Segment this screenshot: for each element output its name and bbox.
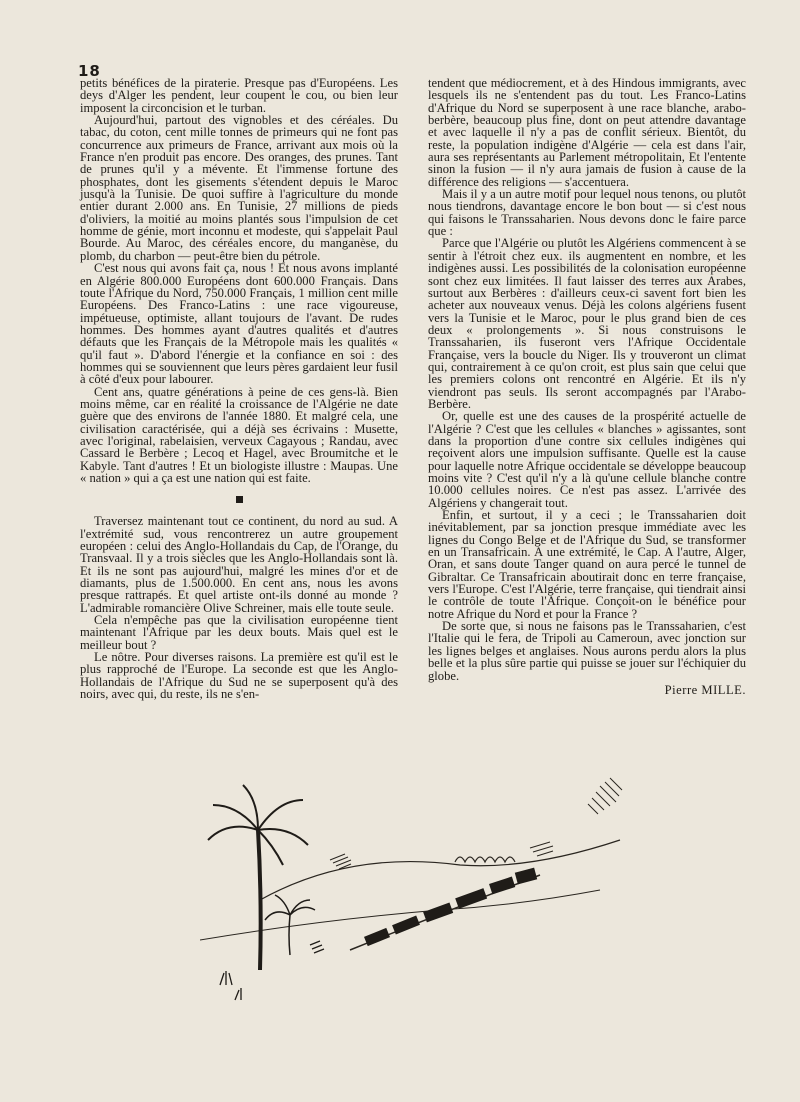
paragraph: Aujourd'hui, partout des vignobles et des céréales. Du tabac, du coton, cent mille tonnes de primeurs qui ne font pas concurrence aux primeurs de France, arrivant aux mois où la France n'en produit pas encore. Des oranges, des prunes. Tant de prunes qu'il y a mévente. Et l'immense fortune des phosphates, dont les gisements s'étendent depuis le Maroc jusqu'à la Tunisie. De quoi suffire à l'agriculture du monde entier durant 2.000 ans. En Tunisie, 27 millions de pieds d'oliviers, la moitié au moins plantés sous l'impulsion de cet homme de génie, mort inconnu et modeste, qui s'appelait Paul Bourde. Au Maroc, des céréales encore, du manganèse, du plomb, du charbon — peut-être bien du pétrole. — [80, 113, 398, 263]
small-palm — [265, 895, 315, 955]
train-smoke — [455, 857, 515, 862]
author-signature: Pierre MILLE. — [664, 682, 746, 697]
desert-train-illustration — [200, 770, 640, 1010]
page-number: 18 — [78, 62, 101, 80]
paragraph: Le nôtre. Pour diverses raisons. La première est qu'il est le plus rapproché de l'Europe. La seconde est que les Anglo-Hollandais de l'Afrique du Sud ne se superposent qu'à des noirs, avec qui, du reste, ils ne s'en- — [80, 650, 398, 702]
paragraph: De sorte que, si nous ne faisons pas le Transsaharien, c'est l'Italie qui le fera, de Tripoli au Cameroun, avec jonction sur les lignes belges et anglaises. Nous aurons perdu alors la plus belle et la plus sûre partie qui puisse se jouer sur l'échiquier du globe. — [428, 619, 746, 683]
paragraph: Cent ans, quatre générations à peine de ces gens-là. Bien moins même, car en réalité la croissance de l'Algérie ne date guère que des environs de l'année 1880. Et malgré cela, une civilisation caractérisée, qui a déjà ses écrivains : Musette, avec l'original, rabelaisien, verveux Cagayous ; Randau, avec Cassard le Berbère ; Lecoq et Hagel, avec Broumitche et le Kabyle. Tant d'autres ! Et un biologiste illustre : Maupas. Une « nation » qui a ça est une nation qui est faite. — [80, 384, 398, 485]
paragraph: tendent que médiocrement, et à des Hindous immigrants, avec lesquels ils ne s'entendent pas du tout. Les Franco-Latins d'Afrique du Nord se superposent à une race blanche, arabo-berbère, beaucoup plus fine, dont on peut attendre davantage et avec laquelle il n'y a pas de conflit sérieux. Bientôt, du reste, la population indigène d'Algérie — cela est dans l'air, aura ses représentants au Parlement métropolitain, Et l'entente sinon la fusion — il n'y aura jamais de fusion à cause de la différence des religions — s'accentuera. — [428, 76, 746, 189]
paragraph: Enfin, et surtout, il y a ceci ; le Transsaharien doit inévitablement, par sa jonction presque immédiate avec les lignes du Congo Belge et de l'Afrique du Sud, se transformer en un Transafricain. A une extrémité, le Cap. A l'autre, Alger, Oran, et sans doute Tanger quand on aura percé le tunnel de Gibraltar. Ce Transafricain aboutirait donc en terre française, vers l'Europe. C'est l'Algérie, terre française, qui tiendrait ainsi le contrôle de toute l'Afrique. Conçoit-on le bénéfice pour notre Afrique du Nord et pour la France ? — [428, 508, 746, 621]
grass-tuft — [220, 941, 324, 1000]
shrub — [330, 778, 622, 869]
hill-line — [260, 840, 620, 900]
paragraph: C'est nous qui avons fait ça, nous ! Et nous avons implanté en Algérie 800.000 Européens dont 600.000 Français. Dans toute l'Afrique du Nord, 750.000 Français, 1 million cent mille Européens. Des Franco-Latins : une race vigoureuse, impétueuse, optimiste, allant toujours de l'avant. De rudes hommes. Des hommes ayant d'autres qualités et d'autres défauts que les Français de la Métropole mais les qualités « qu'il faut ». D'abord l'énergie et la confiance en soi : des hommes qui se souviennent que leurs pères gardaient leur fusil à côté d'eux pour labourer. — [80, 261, 398, 387]
paragraph: Cela n'empêche pas que la civilisation européenne tient maintenant l'Afrique par les deux bouts. Mais quel est le meilleur bout ? — [80, 613, 398, 652]
paragraph: Mais il y a un autre motif pour lequel nous tenons, ou plutôt nous tiendrons, davantage encore le bon bout — si c'est nous qui faisons le Transsaharien. Nous devons donc le faire parce que : — [428, 187, 746, 239]
palm-tree — [208, 785, 308, 970]
paragraph: petits bénéfices de la piraterie. Presque pas d'Européens. Les deys d'Alger les pendent, leur coupent le cou, ou bien leur imposent la circoncision et le turban. — [80, 76, 398, 115]
left-column — [80, 77, 398, 701]
right-column — [428, 77, 746, 696]
paragraph: Or, quelle est une des causes de la prospérité actuelle de l'Algérie ? C'est que les cellules « blanches » agissantes, sont dans la proportion d'une contre six cellules indigènes qui reçoivent alors une impulsion suffisante. Quelle est la cause pour laquelle notre Afrique occidentale se développe beaucoup moins vite ? C'est qu'il n'y a là qu'une cellule blanche contre 10.000 cellules noires. Ce n'est pas assez. L'arrivée des Algériens y changerait tout. — [428, 409, 746, 510]
paragraph: Parce que l'Algérie ou plutôt les Algériens commencent à se sentir à l'étroit chez eux. ils augmentent en nombre, et les indigènes aussi. Les possibilités de la colonisation européenne sont chez eux limitées. Il faut laisser des terres aux Arabes, surtout aux Berbères : d'ailleurs ceux-ci savent fort bien les acheter aux nouveaux venus. Déjà les colons algériens fusent vers la Tunisie et le Maroc, pour le plus grand bien de ces deux « prolongements ». Si nous construisons le Transsaharien, ils fuseront vers l'Afrique Occidentale Française, vers la boucle du Niger. Ils y trouveront un climat qui, contrairement à ce qu'on croit, est plus sain que celui que les premiers colons ont rencontré en Algérie. Et ils n'y viendront pas seuls. Ils seront accompagnés par l'Arabo-Berbère. — [428, 236, 746, 411]
section-separator-square — [236, 496, 243, 503]
paragraph: Traversez maintenant tout ce continent, du nord au sud. A l'extrémité sud, vous rencontrerez un autre groupement européen : celui des Anglo-Hollandais du Cap, de l'Orange, du Transvaal. Il y a trois siècles que les Anglo-Hollandais sont là. Et ils ne sont pas aujourd'hui, malgré les mines d'or et de diamants, plus de 1.500.000. En cent ans, nous les avons presque rattrapés. Et quel artiste ont-ils donné au monde ? L'admirable romancière Olive Schreiner, mais elle toute seule. — [80, 514, 398, 615]
